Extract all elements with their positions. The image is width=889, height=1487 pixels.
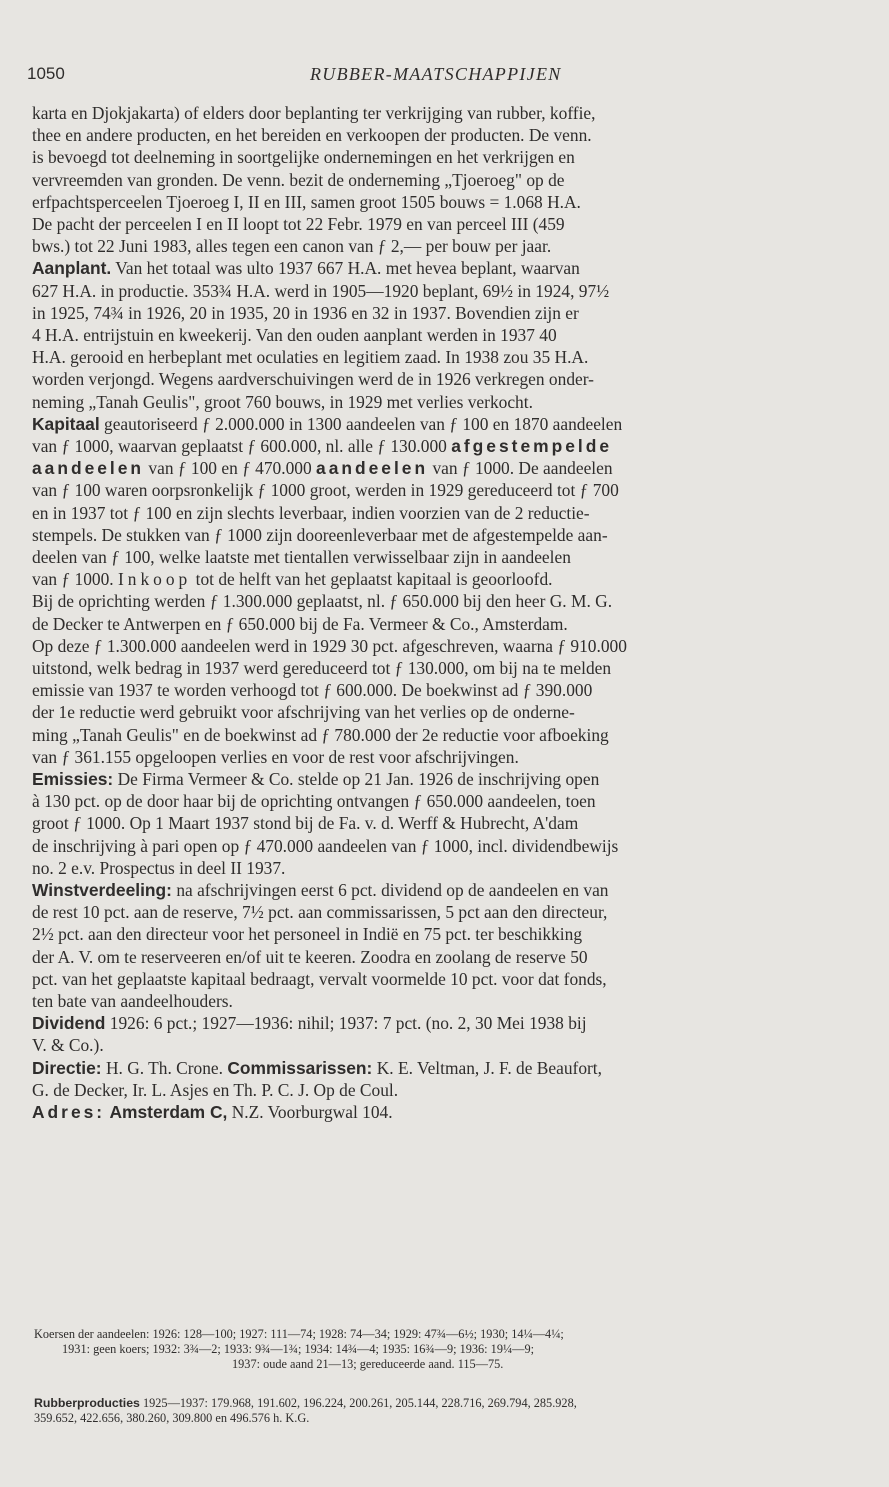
section-label: Winstverdeeling: xyxy=(32,880,172,900)
section-label: Aanplant. xyxy=(32,258,112,279)
text-line: groot ƒ 1000. Op 1 Maart 1937 stond bij de Fa. v. d. Werff & Hubrecht, A'dam xyxy=(32,813,579,834)
text-line: uitstond, welk bedrag in 1937 werd gereduceerd tot ƒ 130.000, om bij na te melden xyxy=(32,658,612,678)
section-label: Emissies: xyxy=(32,769,114,789)
section-label: Amsterdam C, xyxy=(109,1102,228,1122)
text-line: de rest 10 pct. aan de reserve, 7½ pct. aan commissarissen, 5 pct aan den directeur, xyxy=(32,902,608,923)
text-line: der 1e reductie werd gebruikt voor afschrijving van het verlies op de onderne- xyxy=(32,702,575,723)
spaced-term: aandeelen xyxy=(32,458,145,479)
text-line: V. & Co.). xyxy=(32,1035,104,1056)
text-line: stempels. De stukken van ƒ 1000 zijn dooreenleverbaar met de afgestempelde aan- xyxy=(32,524,608,545)
rubberproducties-values: 1925—1937: 179.968, 191.602, 196.224, 200.261, 205.144, 228.716, 269.794, 285.928, xyxy=(139,1396,577,1410)
text-line: en in 1937 tot ƒ 100 en zijn slechts leverbaar, indien voorzien van de 2 reductie- xyxy=(32,502,590,523)
text-line xyxy=(32,1012,862,1034)
line-text: H. G. Th. Crone. xyxy=(101,1057,228,1078)
line-text: van ƒ 1000. De aandeelen xyxy=(428,458,613,479)
koersen-line: 1937: oude aand 21—13; gereduceerde aand. 115—75. xyxy=(232,1357,504,1371)
spaced-term: afgestempelde xyxy=(451,436,612,456)
text-line: van ƒ 361.155 opgeloopen verlies en voor de rest voor afschrijvingen. xyxy=(32,746,519,767)
line-text: geautoriseerd ƒ 2.000.000 in 1300 aandeelen van ƒ 100 en 1870 aandeelen xyxy=(99,413,623,434)
section-label: Directie: xyxy=(32,1057,102,1078)
text-line xyxy=(32,257,862,279)
rubberproducties-line: 359.652, 422.656, 380.260, 309.800 en 496.576 h. K.G. xyxy=(34,1411,310,1425)
spaced-term: Adres: xyxy=(32,1102,106,1122)
text-line: de inschrijving à pari open op ƒ 470.000 aandeelen van ƒ 1000, incl. dividendbewijs xyxy=(32,835,619,856)
spaced-term: Inkoop xyxy=(117,569,192,590)
section-label: Commissarissen: xyxy=(227,1057,373,1078)
text-line xyxy=(32,768,862,790)
text-line xyxy=(32,879,862,901)
text-line: H.A. gerooid en herbeplant met oculaties en legitiem zaad. In 1938 zou 35 H.A. xyxy=(32,347,589,368)
text-line: in 1925, 74¾ in 1926, 20 in 1935, 20 in 1936 en 32 in 1937. Bovendien zijn er xyxy=(32,302,579,323)
page-number: 1050 xyxy=(27,64,65,83)
text-line: vervreemden van gronden. De venn. bezit de onderneming „Tjoeroeg" op de xyxy=(32,169,565,190)
text-line xyxy=(32,413,862,435)
text-line: G. de Decker, Ir. L. Asjes en Th. P. C. J. Op de Coul. xyxy=(32,1079,399,1100)
text-line xyxy=(32,457,862,479)
text-line: van ƒ 100 waren oorpsronkelijk ƒ 1000 groot, werden in 1929 gereduceerd tot ƒ 700 xyxy=(32,480,619,501)
text-line: de Decker te Antwerpen en ƒ 650.000 bij de Fa. Vermeer & Co., Amsterdam. xyxy=(32,613,568,634)
text-line: 2½ pct. aan den directeur voor het personeel in Indië en 75 pct. ter beschikking xyxy=(32,924,583,945)
text-line: emissie van 1937 te worden verhoogd tot ƒ 600.000. De boekwinst ad ƒ 390.000 xyxy=(32,680,593,701)
line-text: De Firma Vermeer & Co. stelde op 21 Jan. 1926 de inschrijving open xyxy=(113,769,600,789)
line-text: N.Z. Voorburgwal 104. xyxy=(227,1102,393,1122)
line-text: na afschrijvingen eerst 6 pct. dividend op de aandeelen en van xyxy=(171,880,609,900)
text-line: karta en Djokjakarta) of elders door beplanting ter verkrijging van rubber, koffie, xyxy=(32,103,596,123)
text-line xyxy=(32,1057,862,1079)
koersen-line: 1931: geen koers; 1932: 3¾—2; 1933: 9¾—1¾; 1934: 14¾—4; 1935: 16¾—9; 1936: 19¼—9; xyxy=(62,1342,535,1356)
text-line: ming „Tanah Geulis" en de boekwinst ad ƒ 780.000 der 2e reductie voor afboeking xyxy=(32,724,609,745)
text-line: deelen van ƒ 100, welke laatste met tientallen verwisselbaar zijn in aandeelen xyxy=(32,547,571,567)
text-line: worden verjongd. Wegens aardverschuivingen werd de in 1926 verkregen onder- xyxy=(32,369,594,390)
line-text: tot de helft van het geplaatst kapitaal is geoorloofd. xyxy=(191,569,553,590)
line-text: van ƒ 1000, waarvan geplaatst ƒ 600.000, nl. alle ƒ 130.000 xyxy=(32,436,452,456)
text-line: no. 2 e.v. Prospectus in deel II 1937. xyxy=(32,857,286,878)
section-label: Dividend xyxy=(32,1013,106,1034)
page-header xyxy=(27,64,867,90)
text-line: Bij de oprichting werden ƒ 1.300.000 geplaatst, nl. ƒ 650.000 bij den heer G. M. G. xyxy=(32,591,613,612)
text-line: neming „Tanah Geulis", groot 760 bouws, in 1929 met verlies verkocht. xyxy=(32,391,533,412)
text-line: 4 H.A. entrijstuin en kweekerij. Van den ouden aanplant werden in 1937 40 xyxy=(32,325,557,345)
text-line: Op deze ƒ 1.300.000 aandeelen werd in 1929 30 pct. afgeschreven, waarna ƒ 910.000 xyxy=(32,635,627,656)
text-line xyxy=(32,435,862,457)
text-line: bws.) tot 22 Juni 1983, alles tegen een canon van ƒ 2,— per bouw per jaar. xyxy=(32,236,552,257)
text-line: 627 H.A. in productie. 353¾ H.A. werd in 1905—1920 beplant, 69½ in 1924, 97½ xyxy=(32,280,610,301)
line-text: Van het totaal was ulto 1937 667 H.A. met hevea beplant, waarvan xyxy=(111,258,580,279)
line-text: 1926: 6 pct.; 1927—1936: nihil; 1937: 7 pct. (no. 2, 30 Mei 1938 bij xyxy=(105,1013,587,1034)
line-text: van ƒ 1000. xyxy=(32,569,118,590)
text-line: De pacht der perceelen I en II loopt tot 22 Febr. 1979 en van perceel III (459 xyxy=(32,214,565,234)
line-text: K. E. Veltman, J. F. de Beaufort, xyxy=(372,1057,602,1078)
text-line: is bevoegd tot deelneming in soortgelijke ondernemingen en het verkrijgen en xyxy=(32,147,575,168)
text-line: thee en andere producten, en het bereiden en verkoopen der producten. De venn. xyxy=(32,125,592,146)
text-line: der A. V. om te reserveeren en/of uit te keeren. Zoodra en zoolang de reserve 50 xyxy=(32,946,588,967)
running-title: RUBBER-MAATSCHAPPIJEN xyxy=(310,64,562,84)
text-line: erfpachtsperceelen Tjoeroeg I, II en III, samen groot 1505 bouws = 1.068 H.A. xyxy=(32,191,581,212)
text-line: ten bate van aandeelhouders. xyxy=(32,991,233,1011)
koersen-line: Koersen der aandeelen: 1926: 128—100; 1927: 111—74; 1928: 74—34; 1929: 47¾—6½; 1930; 14¼—4¼; xyxy=(34,1327,564,1341)
text-line xyxy=(32,568,862,590)
rubberproducties-label: Rubberproducties xyxy=(34,1396,140,1410)
line-text: van ƒ 100 en ƒ 470.000 xyxy=(144,458,317,479)
text-line xyxy=(32,1101,862,1123)
rubberproducties-line xyxy=(34,1396,577,1410)
text-line: à 130 pct. op de door haar bij de oprichting ontvangen ƒ 650.000 aandeelen, toen xyxy=(32,791,596,812)
section-label: Kapitaal xyxy=(32,413,100,434)
spaced-term: aandeelen xyxy=(316,458,429,479)
text-line: pct. van het geplaatste kapitaal bedraagt, vervalt voormelde 10 pct. voor dat fonds, xyxy=(32,968,607,989)
